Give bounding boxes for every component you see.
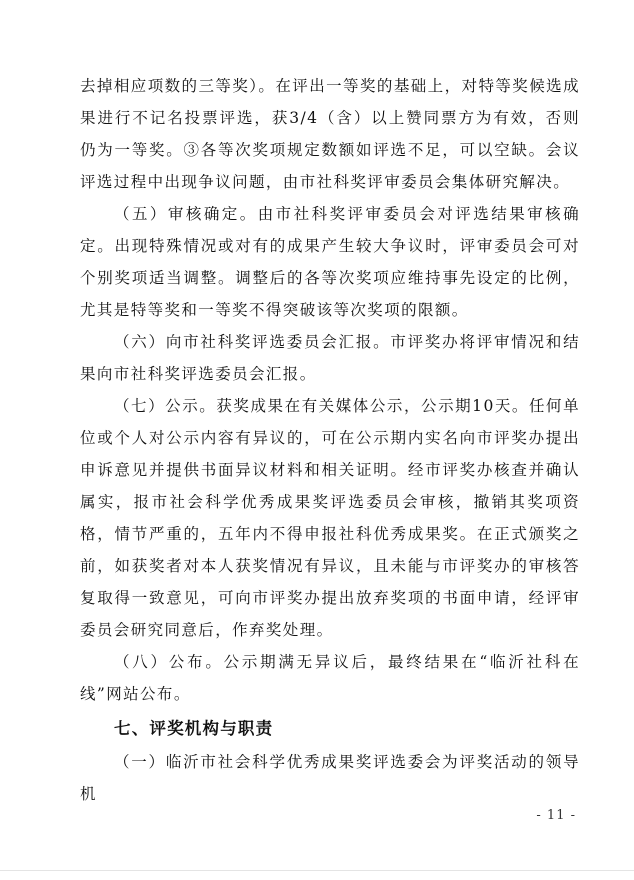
- paragraph-continuation: 去掉相应项数的三等奖）。在评出一等奖的基础上，对特等奖候选成果进行不记名投票评选，获3/4（含）以上赞同票方为有效，否则仍为一等奖。③各等次奖项规定数额如评选不足，可以空缺。会议评选过程中出现争议问题，由市社科奖评审委员会集体研究解决。: [80, 77, 580, 191]
- page-bottom-divider: [0, 870, 634, 871]
- paragraph-committee: （一）临沂市社会科学优秀成果奖评选委会为评奖活动的领导机: [80, 753, 580, 803]
- paragraph-announce: （八）公布。公示期满无异议后，最终结果在“临沂社科在线”网站公布。: [80, 653, 580, 703]
- paragraph-report: （六）向市社科奖评选委员会汇报。市评奖办将评审情况和结果向市社科奖评选委员会汇报。: [80, 333, 580, 383]
- section-heading: 七、评奖机构与职责: [114, 719, 274, 738]
- paragraph-publicity: （七）公示。获奖成果在有关媒体公示，公示期10天。任何单位或个人对公示内容有异议的，可在公示期内实名向市评奖办提出申诉意见并提供书面异议材料和相关证明。经市评奖办核查并确认属实，报市社会科学优秀成果奖评选委员会审核，撤销其奖项资格，情节严重的，五年内不得申报社科优秀成果奖。在正式颁奖之前，如获奖者对本人获奖情况有异议，且未能与市评奖办的审核答复取得一致意见，可向市评奖办提出放弃奖项的书面申请，经评审委员会研究同意后，作弃奖处理。: [80, 397, 580, 639]
- paragraph-review-confirm: （五）审核确定。由市社科奖评审委员会对评选结果审核确定。出现特殊情况或对有的成果产生较大争议时，评审委员会可对个别奖项适当调整。调整后的各等次奖项应维持事先设定的比例，尤其是特等奖和一等奖不得突破该等次奖项的限额。: [80, 205, 580, 319]
- body-text: [80, 70, 580, 810]
- page-number: - 11 -: [536, 808, 576, 823]
